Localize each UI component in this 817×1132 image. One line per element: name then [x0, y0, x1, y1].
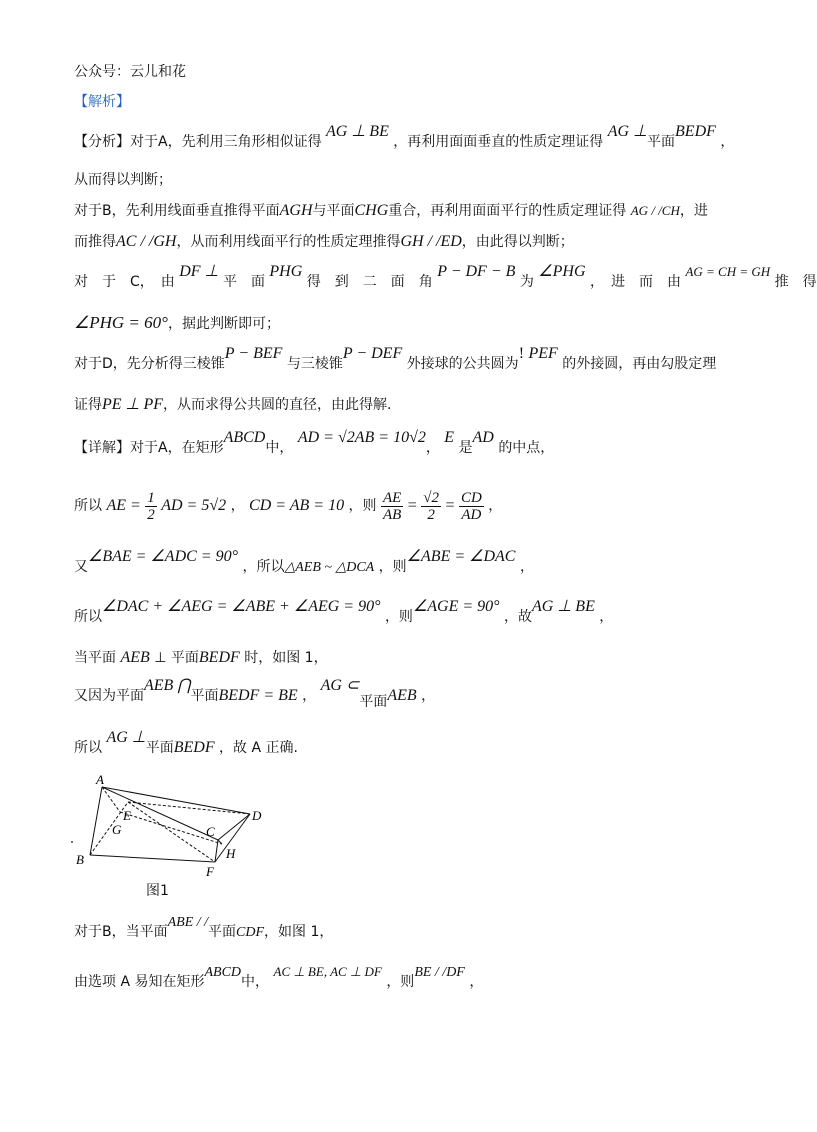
text: 而推得: [74, 234, 116, 250]
math: GH / /ED: [400, 233, 462, 250]
math: =: [407, 497, 417, 514]
detail-line-3: [74, 548, 740, 578]
math: AG = CH = GH: [685, 264, 771, 279]
text: 重合，再利用面面平行的性质定理证得: [388, 203, 627, 219]
fraction-cd-ad: [459, 490, 484, 523]
option-b-line-2: [74, 964, 740, 993]
math: BEDF: [173, 739, 215, 756]
detail-line-1: [74, 429, 740, 458]
math: AGH: [279, 202, 313, 219]
math: PEF: [528, 345, 558, 362]
fraction-root2-2: [421, 490, 441, 523]
math: ∠BAE = ∠ADC = 90°: [88, 548, 238, 565]
edge-BF: [90, 855, 215, 862]
edge-EF: [128, 802, 215, 862]
text: ，: [302, 688, 317, 704]
text: ，进: [679, 203, 708, 219]
text: 是: [458, 440, 473, 456]
text: ，: [599, 609, 614, 625]
text: ，如图 1，: [264, 924, 334, 940]
text: 与三棱锥: [286, 356, 343, 372]
math: CD = AB = 10: [249, 497, 345, 514]
text: ，则: [386, 974, 415, 990]
text: 证得: [74, 397, 102, 413]
text: 中，: [241, 974, 270, 990]
text: ，: [720, 134, 735, 150]
stray-dot: [71, 841, 73, 843]
math: AG ⊥ BE: [532, 598, 595, 615]
figure-1-diagram: [70, 772, 270, 882]
text: 所以: [74, 609, 102, 625]
analysis-line-6: [74, 313, 740, 334]
vertex-label-E: E: [123, 808, 131, 823]
text: 平面: [145, 740, 174, 756]
math: DF ⊥: [179, 263, 219, 280]
math: AG ⊥: [607, 123, 648, 140]
math: !: [518, 345, 525, 362]
vertex-label-C: C: [206, 824, 215, 839]
math: AEB ⋂: [144, 677, 191, 694]
analysis-line-4: [74, 232, 740, 252]
section-label: [74, 92, 740, 112]
section-label-text: 【解析】: [74, 94, 130, 110]
text: 【分析】对于A，先利用三角形相似证得: [74, 134, 322, 150]
math: AEB: [120, 649, 150, 666]
text: ，从而求得公共圆的直径，由此得解.: [163, 397, 392, 413]
text: 的中点，: [498, 440, 555, 456]
text: 推 得: [774, 274, 817, 290]
analysis-line-7: [74, 345, 740, 374]
text: ，所以: [242, 559, 285, 575]
text: 得 到 二 面 角: [306, 274, 433, 290]
text: 与平面: [312, 203, 355, 219]
text: 【详解】对于A，在矩形: [74, 440, 224, 456]
text: 又因为平面: [74, 688, 144, 704]
analysis-line-2: [74, 170, 740, 190]
text: ，则: [378, 559, 407, 575]
numerator: 1: [147, 489, 155, 506]
math: AG ⊥: [106, 729, 146, 746]
math: AG / /CH: [630, 203, 680, 218]
text: 对于D，先分析得三棱锥: [74, 356, 225, 372]
detail-line-2: [74, 488, 740, 524]
math: BEDF: [675, 123, 716, 140]
math: ABCD: [223, 429, 266, 446]
text: 为: [519, 274, 534, 290]
text: 时，如图 1，: [244, 650, 328, 666]
math: PHG: [269, 263, 303, 280]
text: ，故: [504, 609, 533, 625]
math: E: [444, 429, 455, 446]
figure-caption: 图1: [146, 883, 169, 899]
text: ，: [469, 974, 484, 990]
fraction-half: [145, 490, 157, 523]
analysis-line-5: [74, 263, 817, 292]
math: ABCD: [204, 965, 242, 980]
text: ， 进 而 由: [589, 274, 681, 290]
text: ，: [421, 688, 436, 704]
text: 的外接圆，再由勾股定理: [562, 356, 717, 372]
text: ，: [488, 498, 503, 514]
text: 平面: [208, 924, 237, 940]
math: P − BEF: [224, 345, 283, 362]
math: ∠DAC + ∠AEG = ∠ABE + ∠AEG = 90°: [102, 598, 381, 615]
math: AD = √2AB = 10√2: [297, 429, 426, 446]
numerator: √2: [423, 489, 439, 506]
text: 由选项 A 易知在矩形: [74, 974, 205, 990]
text: ⊥ 平面: [154, 650, 199, 666]
numerator: CD: [460, 489, 482, 506]
text: ，: [519, 559, 534, 575]
analysis-line-8: [74, 395, 740, 415]
text: ，由此得以判断；: [461, 234, 574, 250]
analysis-line-3: [74, 201, 740, 221]
detail-line-4: [74, 598, 740, 627]
vertex-label-A: A: [96, 772, 104, 787]
vertex-label-B: B: [76, 852, 84, 867]
text: ，: [425, 440, 440, 456]
math: AEB: [387, 687, 417, 704]
math: =: [445, 497, 455, 514]
math: P − DEF: [342, 345, 403, 362]
denominator: 2: [427, 506, 435, 523]
math: AD = 5√2: [161, 497, 227, 514]
math: PE ⊥ PF: [102, 396, 164, 413]
text: 对于B，当平面: [74, 924, 168, 940]
text: 所以: [74, 498, 102, 514]
fraction-ae-ab: [381, 490, 403, 523]
text: ，从而利用线面平行的性质定理推得: [176, 234, 401, 250]
text: 对 于 C， 由: [74, 274, 175, 290]
detail-line-6: [74, 677, 740, 710]
text: 平面: [190, 688, 219, 704]
text: ，据此判断即可；: [167, 316, 280, 332]
text: ，故 A 正确.: [219, 740, 298, 756]
vertex-label-F: F: [206, 864, 214, 879]
edge-ED: [128, 802, 250, 814]
text: 当平面: [74, 650, 116, 666]
math: BEDF = BE: [218, 687, 298, 704]
detail-line-5: [74, 648, 740, 668]
text: ，则: [384, 609, 413, 625]
math: AD: [472, 429, 494, 446]
math: ∠ABE = ∠DAC: [406, 548, 516, 565]
math: △AEB ~ △DCA: [284, 560, 375, 575]
math: BE / /DF: [414, 965, 465, 980]
text: ，再利用面面垂直的性质定理证得: [393, 134, 604, 150]
vertex-label-G: G: [112, 822, 122, 837]
math: P − DF − B: [437, 263, 516, 280]
analysis-line-1: [74, 123, 740, 152]
math: CHG: [354, 202, 389, 219]
account-name: 公众号：云儿和花: [74, 64, 186, 80]
text: 平 面: [222, 274, 265, 290]
math: AG ⊥ BE: [326, 123, 389, 140]
denominator: 2: [147, 506, 155, 523]
account-title: [74, 62, 740, 82]
edge-AB: [90, 787, 102, 855]
vertex-label-H: H: [226, 846, 236, 861]
text: 又: [74, 559, 88, 575]
math: AC / /GH: [116, 233, 177, 250]
math: AC ⊥ BE, AC ⊥ DF: [273, 964, 382, 979]
detail-line-7: [74, 729, 740, 758]
text: 平面: [647, 134, 676, 150]
math: ∠AGE = 90°: [412, 598, 500, 615]
numerator: AE: [383, 489, 402, 506]
text: 平面: [359, 694, 388, 710]
text: 中，: [265, 440, 294, 456]
vertex-label-D: D: [252, 808, 262, 823]
math: BEDF: [198, 649, 240, 666]
denominator: AB: [383, 506, 402, 523]
text: 对于B，先利用线面垂直推得平面: [74, 203, 280, 219]
text: ，: [230, 498, 245, 514]
option-b-line-1: [74, 915, 740, 943]
math: ABE / /: [167, 915, 209, 930]
math: AG ⊂: [320, 677, 360, 694]
math: ∠PHG: [538, 263, 586, 280]
math: AE =: [106, 497, 141, 514]
math: CDF: [236, 925, 265, 940]
text: 外接球的公共圆为: [406, 356, 519, 372]
text: ，则: [348, 498, 377, 514]
math: ∠PHG = 60°: [74, 313, 168, 332]
denominator: AD: [461, 506, 482, 523]
text: 从而得以判断；: [74, 172, 172, 188]
text: 所以: [74, 740, 102, 756]
